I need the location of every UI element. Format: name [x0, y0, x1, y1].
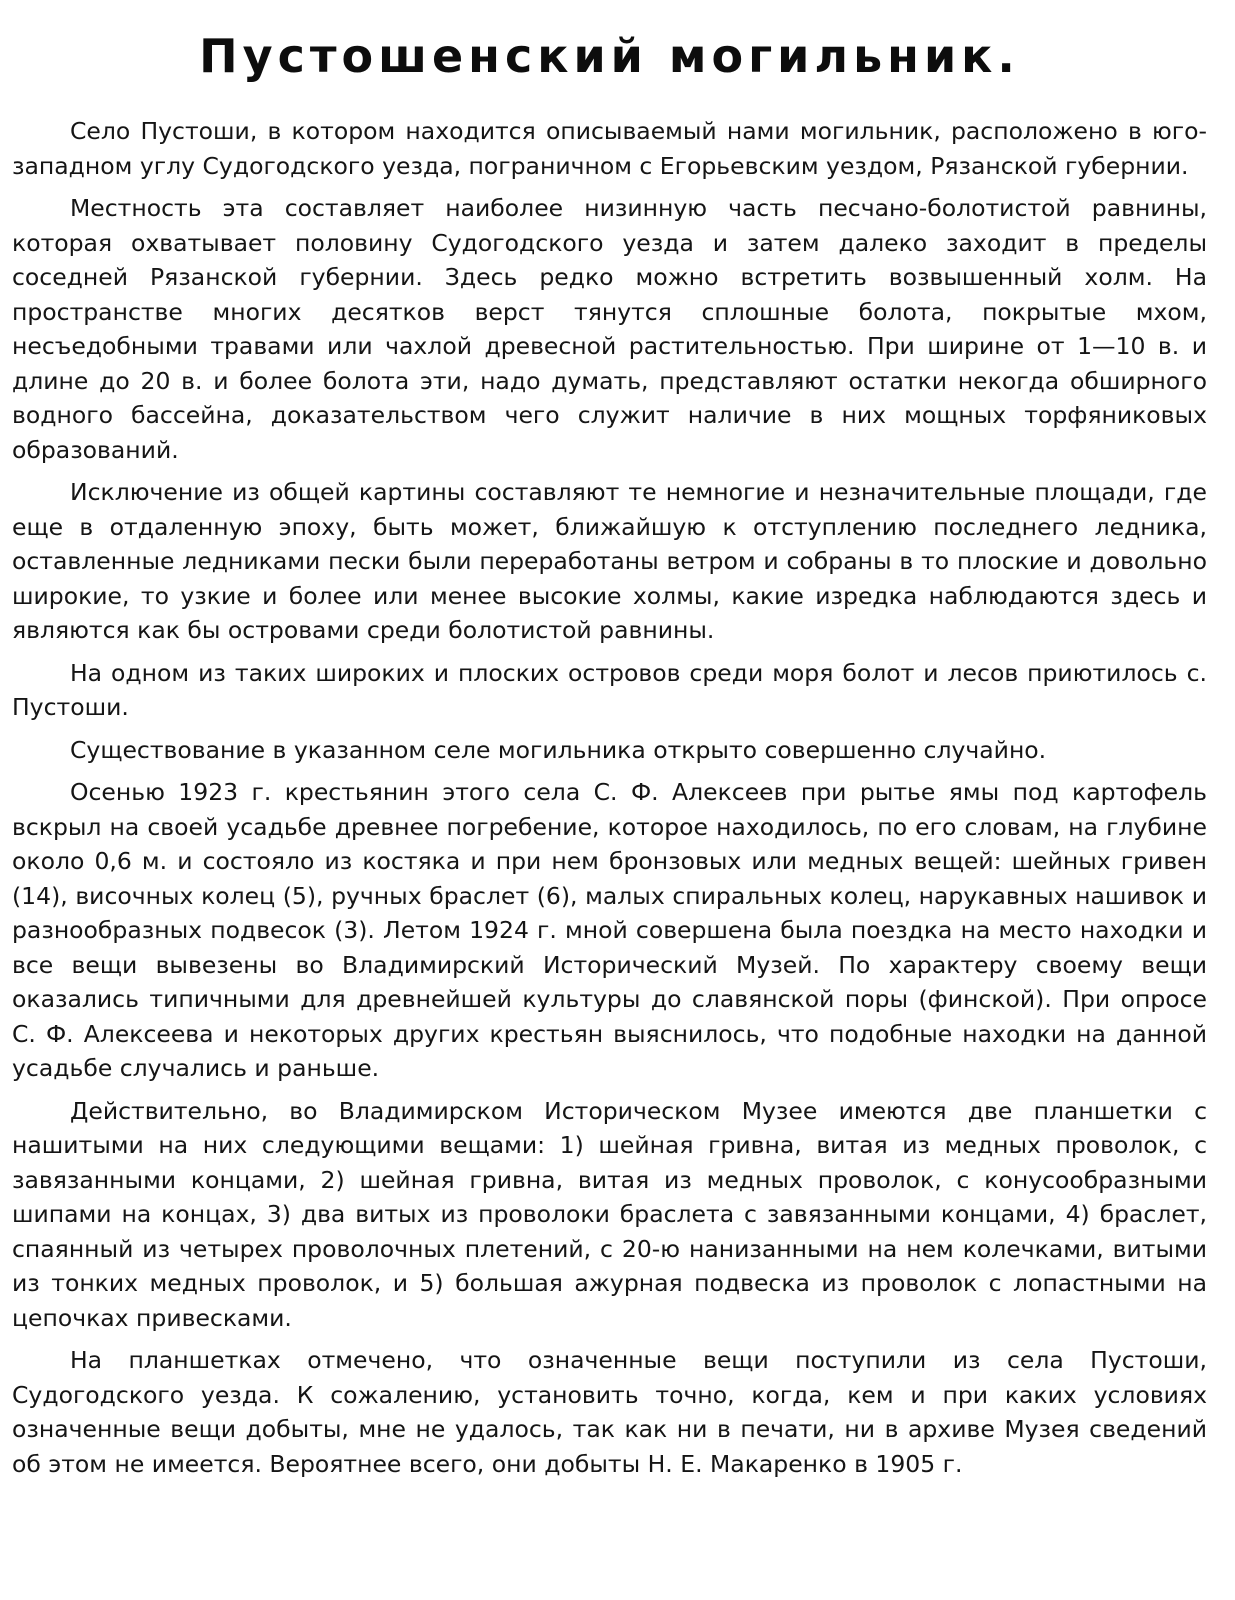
paragraph-location: Село Пустоши, в котором находится описываемый нами могильник, расположено в юго-западном углу Судогодского уезда, пограничном с Егорьевским уездом, Рязанской губернии. — [12, 117, 1207, 180]
paragraph-finds-1923: Осенью 1923 г. крестьянин этого села С. Ф. Алексеев при рытье ямы под картофель вскрыл на своей усадьбе древнее погребение, которое находилось, по его словам, на глубине около 0,6 м. и состояло из костяка и при нем бронзовых или медных вещей: шейных гривен (14), височных колец (5), ручных браслет (6), малых спиральных колец, нарукавных нашивок и разнообразных подвесок (3). Летом 1924 г. мной совершена была поездка на место находки и все вещи вывезены во Владимирский Исторический Музей. По характеру своему вещи оказались типичными для древнейшей культуры до славянской поры (финской). При опросе С. Ф. Алексеева и некоторых других крестьян выяснилось, что подобные находки на данной усадьбе случались и раньше. — [12, 778, 1207, 1082]
paragraph-terrain: Местность эта составляет наиболее низинную часть песчано-болотистой равнины, которая охватывает половину Судогодского уезда и затем далеко заходит в пределы соседней Рязанской губернии. Здесь редко можно встретить возвышенный холм. На пространстве многих десятков верст тянутся сплошные болота, покрытые мхом, несъедобными травами или чахлой древесной растительностью. При ширине от 1—10 в. и длине до 20 в. и более болота эти, надо думать, представляют остатки некогда обширного водного бассейна, доказательством чего служит наличие в них мощных торфяниковых образований. — [12, 194, 1207, 464]
paragraph-island: На одном из таких широких и плоских островов среди моря болот и лесов приютилось с. Пустоши. — [12, 658, 1207, 721]
paragraph-museum-items: Действительно, во Владимирском Историческом Музее имеются две планшетки с нашитыми на них следующими вещами: 1) шейная гривна, витая из медных проволок, с завязанными концами, 2) шейная гривна, витая из медных проволок, с конусообразными шипами на концах, 3) два витых из проволоки браслета с завязанными концами, 4) браслет, спаянный из четырех проволочных плетений, с 20-ю нанизанными на нем колечками, витыми из тонких медных проволок, и 5) большая ажурная подвеска из проволок с лопастными на цепочках привесками. — [12, 1096, 1207, 1332]
paragraph-discovery: Существование в указанном селе могильника открыто совершенно случайно. — [70, 735, 1047, 764]
paragraph-hills: Исключение из общей картины составляют те немногие и незначительные площади, где еще в отдаленную эпоху, быть может, ближайшую к отступлению последнего ледника, оставленные ледниками пески были переработаны ветром и собраны в то плоские и довольно широкие, то узкие и более или менее высокие холмы, какие изредка наблюдаются здесь и являются как бы островами среди болотистой равнины. — [12, 478, 1207, 644]
paragraph-provenance: На планшетках отмечено, что означенные вещи поступили из села Пустоши, Судогодского уезда. К сожалению, установить точно, когда, кем и при каких условиях означенные вещи добыты, мне не удалось, так как ни в печати, ни в архиве Музея сведений об этом не имеется. Вероятнее всего, они добыты Н. Е. Макаренко в 1905 г. — [12, 1346, 1207, 1478]
document-body — [12, 114, 1207, 1481]
document-title: Пустошенский могильник. — [199, 29, 1020, 83]
